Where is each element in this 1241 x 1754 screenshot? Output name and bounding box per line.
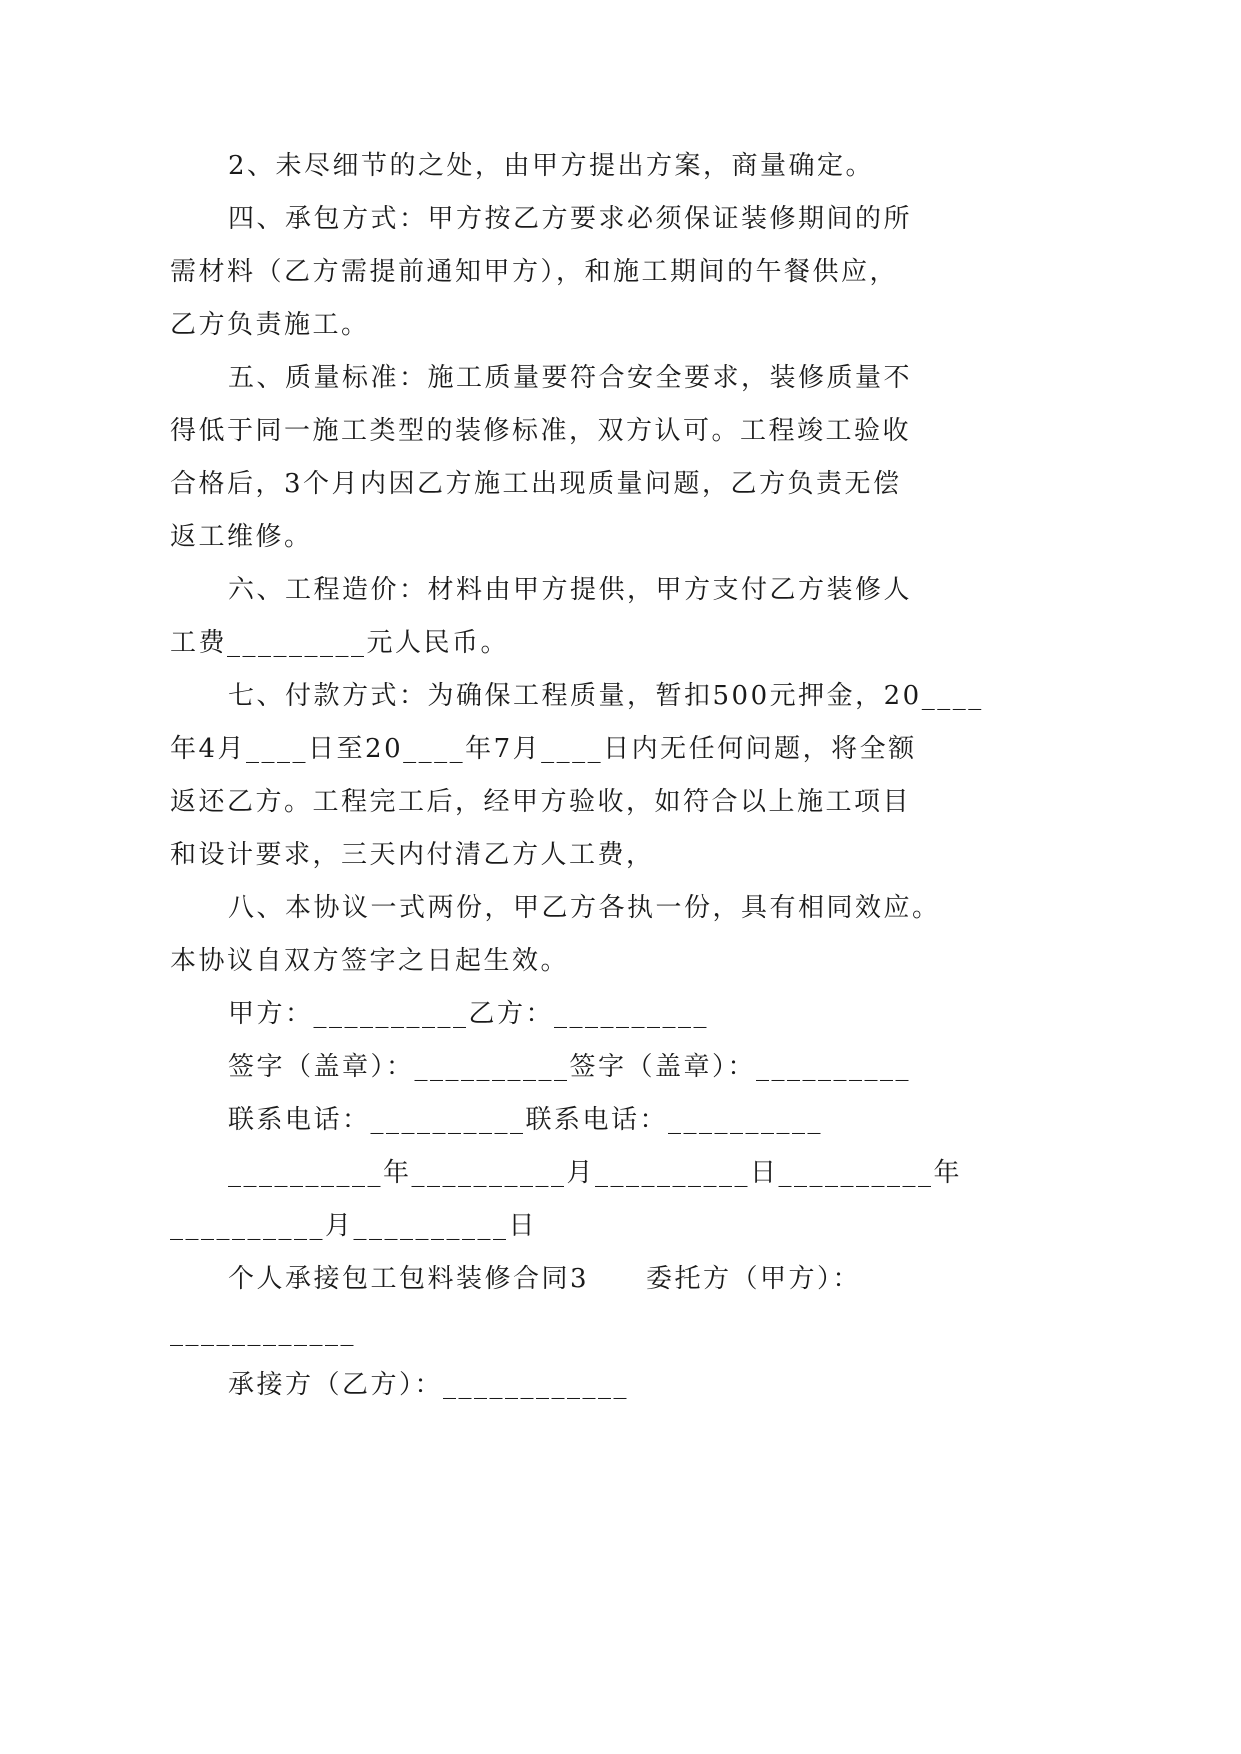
section-7-payment-line-4: 和设计要求，三天内付清乙方人工费， <box>170 840 655 870</box>
signature-seal-line: 签字（盖章）：__________签字（盖章）：__________ <box>228 1052 912 1082</box>
party-signature-line: 甲方：__________乙方：__________ <box>228 999 710 1029</box>
section-5-quality-line-4: 返工维修。 <box>170 522 313 552</box>
section-5-quality-line-2: 得低于同一施工类型的装修标准，双方认可。工程竣工验收 <box>170 416 912 446</box>
section-4-contract-method-line-2: 需材料（乙方需提前通知甲方），和施工期间的午餐供应， <box>170 257 899 287</box>
section-7-payment-line-2: 年4月____日至20____年7月____日内无任何问题，将全额 <box>170 734 917 764</box>
date-line-2: __________月__________日 <box>170 1211 538 1241</box>
contact-phone-line: 联系电话：__________联系电话：__________ <box>228 1105 824 1135</box>
section-4-contract-method-line-1: 四、承包方式：甲方按乙方要求必须保证装修期间的所 <box>228 204 913 234</box>
section-5-quality-line-3: 合格后，3个月内因乙方施工出现质量问题，乙方负责无偿 <box>170 469 902 499</box>
contractor-line: 承接方（乙方）：____________ <box>228 1370 630 1400</box>
contract-3-heading-line: 个人承接包工包料装修合同3 委托方（甲方）： <box>228 1264 862 1294</box>
section-5-quality-line-1: 五、质量标准：施工质量要符合安全要求，装修质量不 <box>228 363 913 393</box>
document-page <box>170 140 984 1412</box>
date-line-1: __________年__________月__________日__________年 <box>228 1158 963 1188</box>
clause-2-line: 2、未尽细节的之处，由甲方提出方案，商量确定。 <box>228 151 875 181</box>
section-7-payment-line-1: 七、付款方式：为确保工程质量，暂扣500元押金，20____ <box>228 681 984 711</box>
section-6-cost-line-1: 六、工程造价：材料由甲方提供，甲方支付乙方装修人 <box>228 575 913 605</box>
section-4-contract-method-line-3: 乙方负责施工。 <box>170 310 370 340</box>
section-6-cost-line-2: 工费_________元人民币。 <box>170 628 510 658</box>
client-blank-line: ____________ <box>170 1317 356 1347</box>
section-7-payment-line-3: 返还乙方。工程完工后，经甲方验收，如符合以上施工项目 <box>170 787 912 817</box>
section-8-copies-line-1: 八、本协议一式两份，甲乙方各执一份，具有相同效应。 <box>228 893 941 923</box>
section-8-copies-line-2: 本协议自双方签字之日起生效。 <box>170 946 570 976</box>
